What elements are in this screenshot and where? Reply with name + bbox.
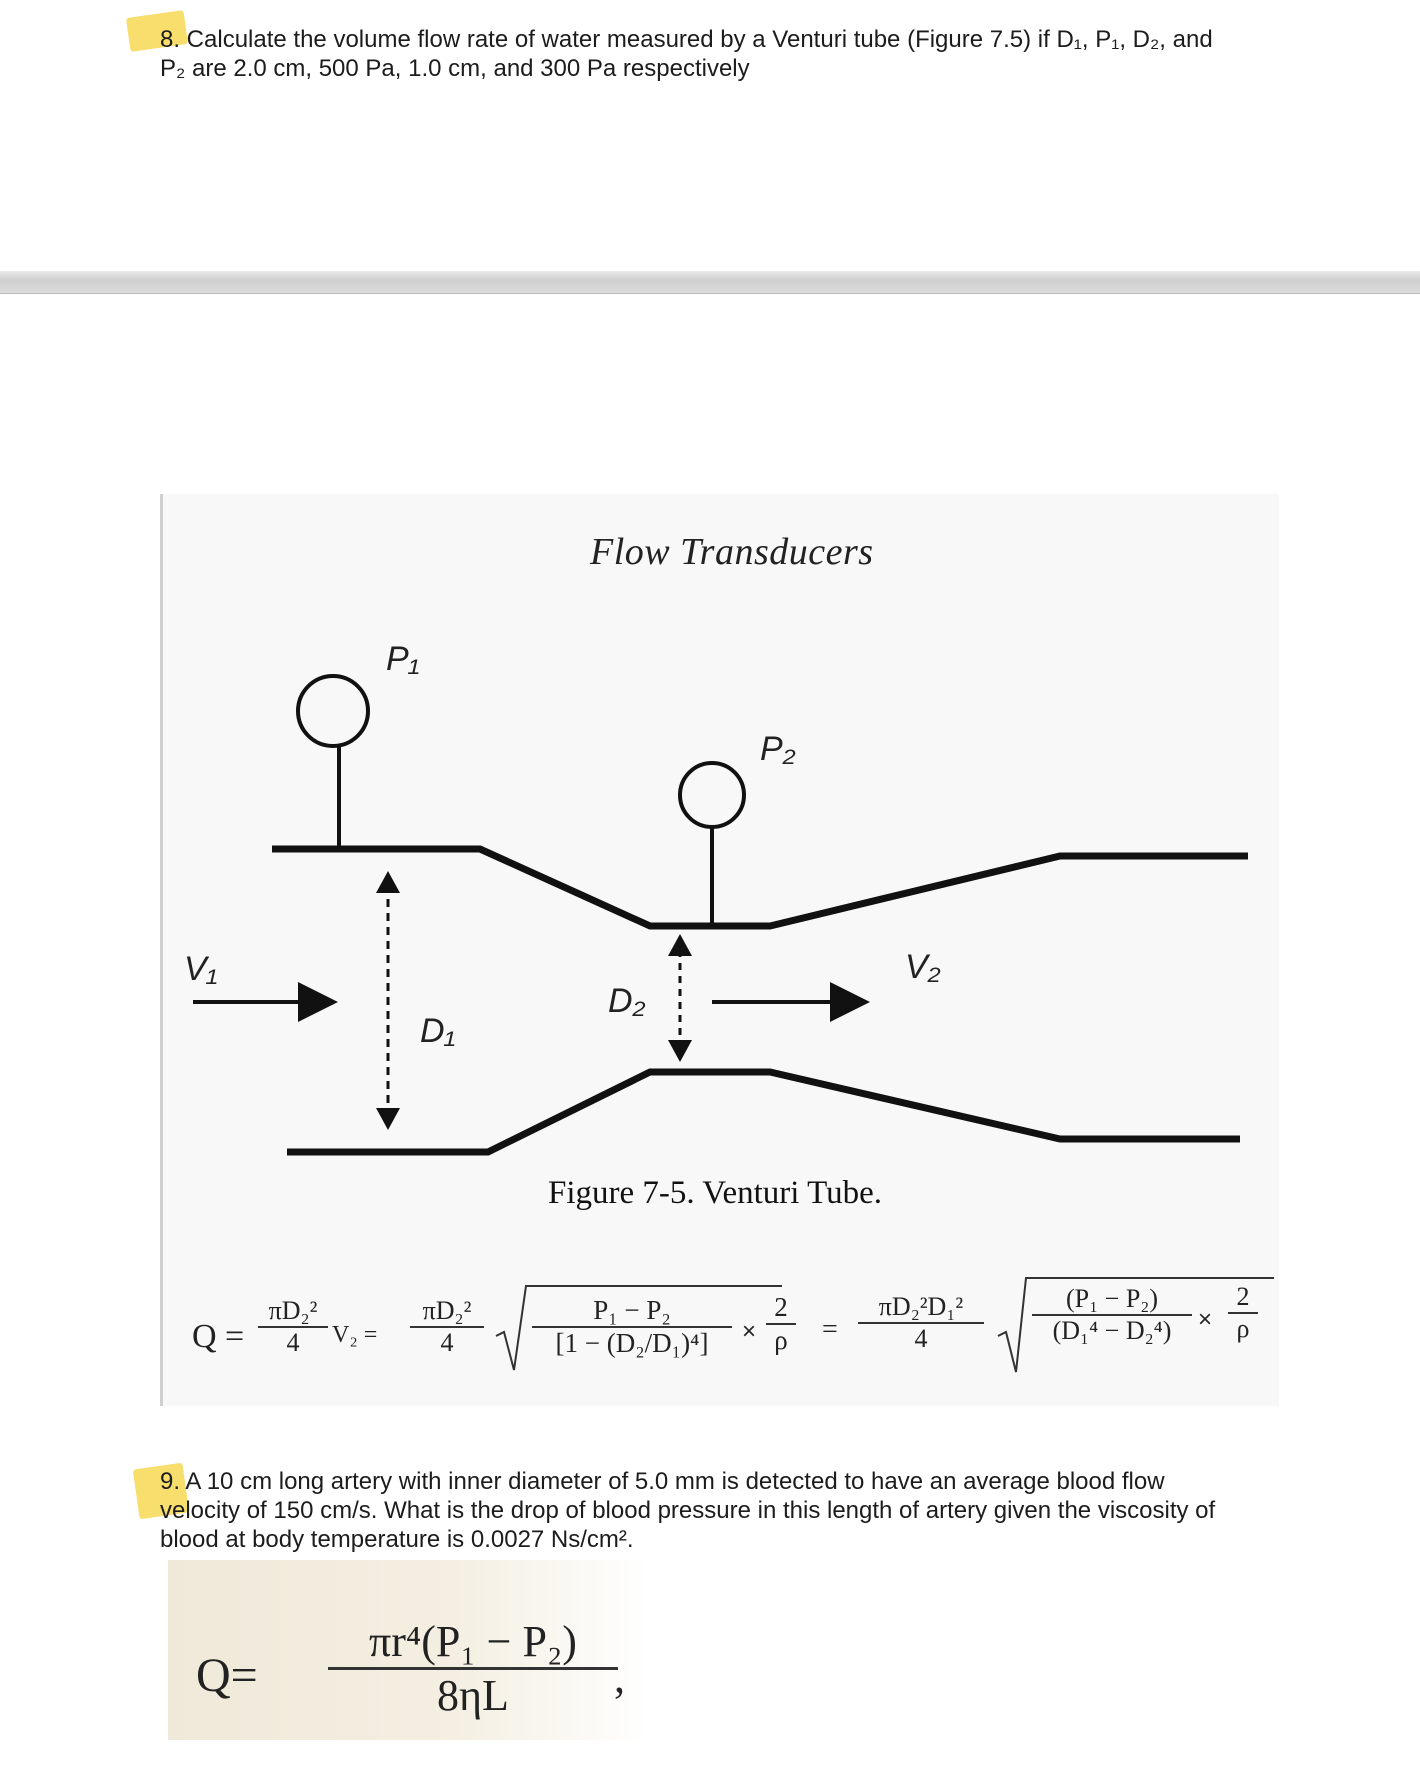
label-d2: D₂ <box>608 982 646 1020</box>
eq-term-3-den: [1 − (D₂/D₁)⁴] <box>555 1328 709 1358</box>
figure-header: Flow Transducers <box>590 531 874 573</box>
question-9-line-1: 9. A 10 cm long artery with inner diameter of 5.0 mm is detected to have an average blood flow <box>160 1468 1165 1495</box>
eq-term-7-den: ρ <box>1236 1314 1250 1343</box>
eq-times-1: × <box>742 1318 757 1345</box>
question-9 <box>160 1467 1215 1554</box>
poiseuille-fraction <box>328 1616 618 1721</box>
label-d1: D₁ <box>420 1012 456 1050</box>
eq-term-4-den: ρ <box>774 1325 788 1355</box>
question-9-line-3: blood at body temperature is 0.0027 Ns/cm². <box>160 1526 634 1553</box>
poiseuille-denominator: 8ηL <box>437 1671 509 1720</box>
eq-term-6-den: (D₁⁴ − D₂⁴) <box>1052 1316 1172 1345</box>
label-v1: V₁ <box>184 950 218 988</box>
label-p2: P₂ <box>760 730 796 768</box>
eq-term-7-num: 2 <box>1228 1282 1258 1314</box>
question-9-line-2: velocity of 150 cm/s. What is the drop of blood pressure in this length of artery given the viscosity of <box>160 1497 1216 1524</box>
eq-term-7 <box>1228 1282 1258 1344</box>
eq-term-6-num: (P₁ − P₂) <box>1032 1284 1192 1316</box>
eq-term-2-num: πD₂² <box>410 1296 484 1328</box>
question-8-line-1: 8. Calculate the volume flow rate of water measured by a Venturi tube (Figure 7.5) if D₁, P₁, D₂, and <box>160 26 1213 53</box>
eq-term-3 <box>532 1295 732 1359</box>
poiseuille-numerator: πr⁴(P₁ − P₂) <box>328 1616 618 1670</box>
eq-term-6 <box>1032 1284 1192 1346</box>
figure-caption: Figure 7-5. Venturi Tube. <box>548 1175 882 1211</box>
eq-term-1-den: 4 <box>286 1328 300 1357</box>
eq-v2: V₂ = <box>332 1322 378 1348</box>
eq-term-2 <box>410 1296 484 1358</box>
eq-term-2-den: 4 <box>440 1328 454 1357</box>
eq-times-2: × <box>1198 1306 1213 1333</box>
label-p1: P₁ <box>386 640 420 678</box>
poiseuille-q: Q= <box>196 1649 258 1702</box>
poiseuille-comma: , <box>614 1653 625 1702</box>
eq-term-5-num: πD₂²D₁² <box>858 1292 984 1324</box>
eq-term-4-num: 2 <box>766 1292 796 1325</box>
eq-q: Q = <box>192 1318 245 1355</box>
eq-term-5 <box>858 1292 984 1354</box>
eq-equals: = <box>822 1314 838 1345</box>
eq-term-1-num: πD₂² <box>258 1296 328 1328</box>
eq-term-4 <box>766 1292 796 1356</box>
eq-term-3-num: P₁ − P₂ <box>532 1295 732 1328</box>
eq-term-5-den: 4 <box>914 1324 928 1353</box>
question-8-line-2: P₂ are 2.0 cm, 500 Pa, 1.0 cm, and 300 Pa respectively <box>160 55 750 82</box>
label-v2: V₂ <box>905 948 941 986</box>
eq-term-1 <box>258 1296 328 1358</box>
